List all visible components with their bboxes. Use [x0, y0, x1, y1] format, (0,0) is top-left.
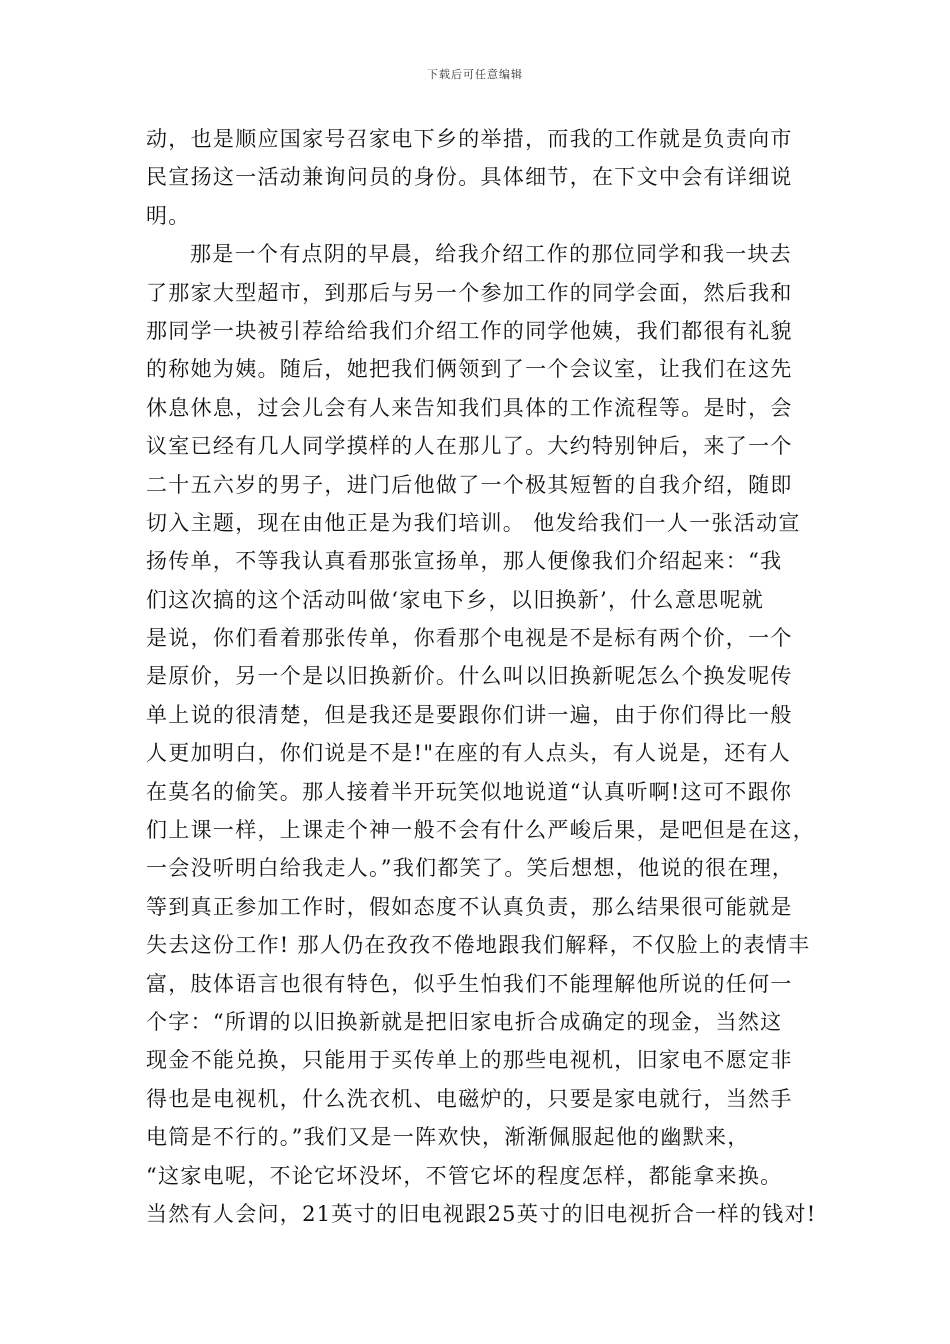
text-line: 失去这份工作! 那人仍在孜孜不倦地跟我们解释，不仅脸上的表情丰: [146, 933, 811, 958]
text-line: 单上说的很清楚，但是我还是要跟你们讲一遍，由于你们得比一般: [146, 702, 793, 727]
text-line: 二十五六岁的男子，进门后他做了一个极其短暂的自我介绍，随即: [146, 472, 793, 497]
text-line: 扬传单，不等我认真看那张宣扬单，那人便像我们介绍起来：“我: [146, 549, 783, 574]
text-line: 得也是电视机，什么洗衣机、电磁炉的，只要是家电就行，当然手: [146, 1086, 793, 1111]
text-line: 等到真正参加工作时，假如态度不认真负责，那么结果很可能就是: [146, 894, 793, 919]
text-line: 现金不能兑换，只能用于买传单上的那些电视机，旧家电不愿定非: [146, 1048, 793, 1073]
text-line: 人更加明白，你们说是不是!"在座的有人点头，有人说是，还有人: [146, 741, 792, 766]
text-line: 民宣扬这一活动兼询问员的身份。具体细节，在下文中会有详细说: [146, 165, 793, 190]
text-line: 是说，你们看着那张传单，你看那个电视是不是标有两个价，一个: [146, 626, 793, 651]
text-line: 休息休息，过会儿会有人来告知我们具体的工作流程等。是时，会: [146, 395, 793, 420]
text-line: 当然有人会问，21英寸的旧电视跟25英寸的旧电视折合一样的钱对!: [146, 1201, 817, 1226]
text-line: 切入主题，现在由他正是为我们培训。 他发给我们一人一张活动宣: [146, 510, 801, 535]
text-line: 们这次搞的这个活动叫做‘家电下乡，以旧换新’，什么意思呢就: [146, 587, 765, 612]
text-line: 富，肢体语言也很有特色，似乎生怕我们不能理解他所说的任何一: [146, 971, 793, 996]
text-line: “这家电呢，不论它坏没坏，不管它坏的程度怎样，都能拿来换。: [146, 1163, 783, 1188]
body-text: [146, 120, 818, 1233]
paragraph-first-line: 那是一个有点阴的早晨，给我介绍工作的那位同学和我一块去: [190, 242, 793, 267]
text-line: 明。: [146, 203, 191, 228]
page-header: 下载后可任意编辑: [427, 68, 523, 81]
text-line: 的称她为姨。随后，她把我们俩领到了一个会议室，让我们在这先: [146, 357, 793, 382]
text-line: 了那家大型超市，到那后与另一个参加工作的同学会面，然后我和: [146, 280, 793, 305]
text-line: 动，也是顺应国家号召家电下乡的举措，而我的工作就是负责向市: [146, 127, 793, 151]
text-line: 议室已经有几人同学摸样的人在那儿了。大约特别钟后，来了一个: [146, 434, 793, 459]
text-line: 个字：“所谓的以旧换新就是把旧家电折合成确定的现金，当然这: [146, 1009, 783, 1034]
text-line: 在莫名的偷笑。那人接着半开玩笑似地说道“认真听啊!这可不跟你: [146, 779, 793, 804]
text-line: 那同学一块被引荐给给我们介绍工作的同学他姨，我们都很有礼貌: [146, 318, 793, 343]
text-line: 电筒是不行的。”我们又是一阵欢快，渐渐佩服起他的幽默来，: [146, 1125, 750, 1150]
text-line: 一会没听明白给我走人。”我们都笑了。笑后想想，他说的很在理，: [146, 856, 795, 881]
text-line: 们上课一样，上课走个神一般不会有什么严峻后果，是吧但是在这，: [146, 818, 815, 843]
text-line: 是原价，另一个是以旧换新价。什么叫以旧换新呢怎么个换发呢传: [146, 664, 793, 689]
